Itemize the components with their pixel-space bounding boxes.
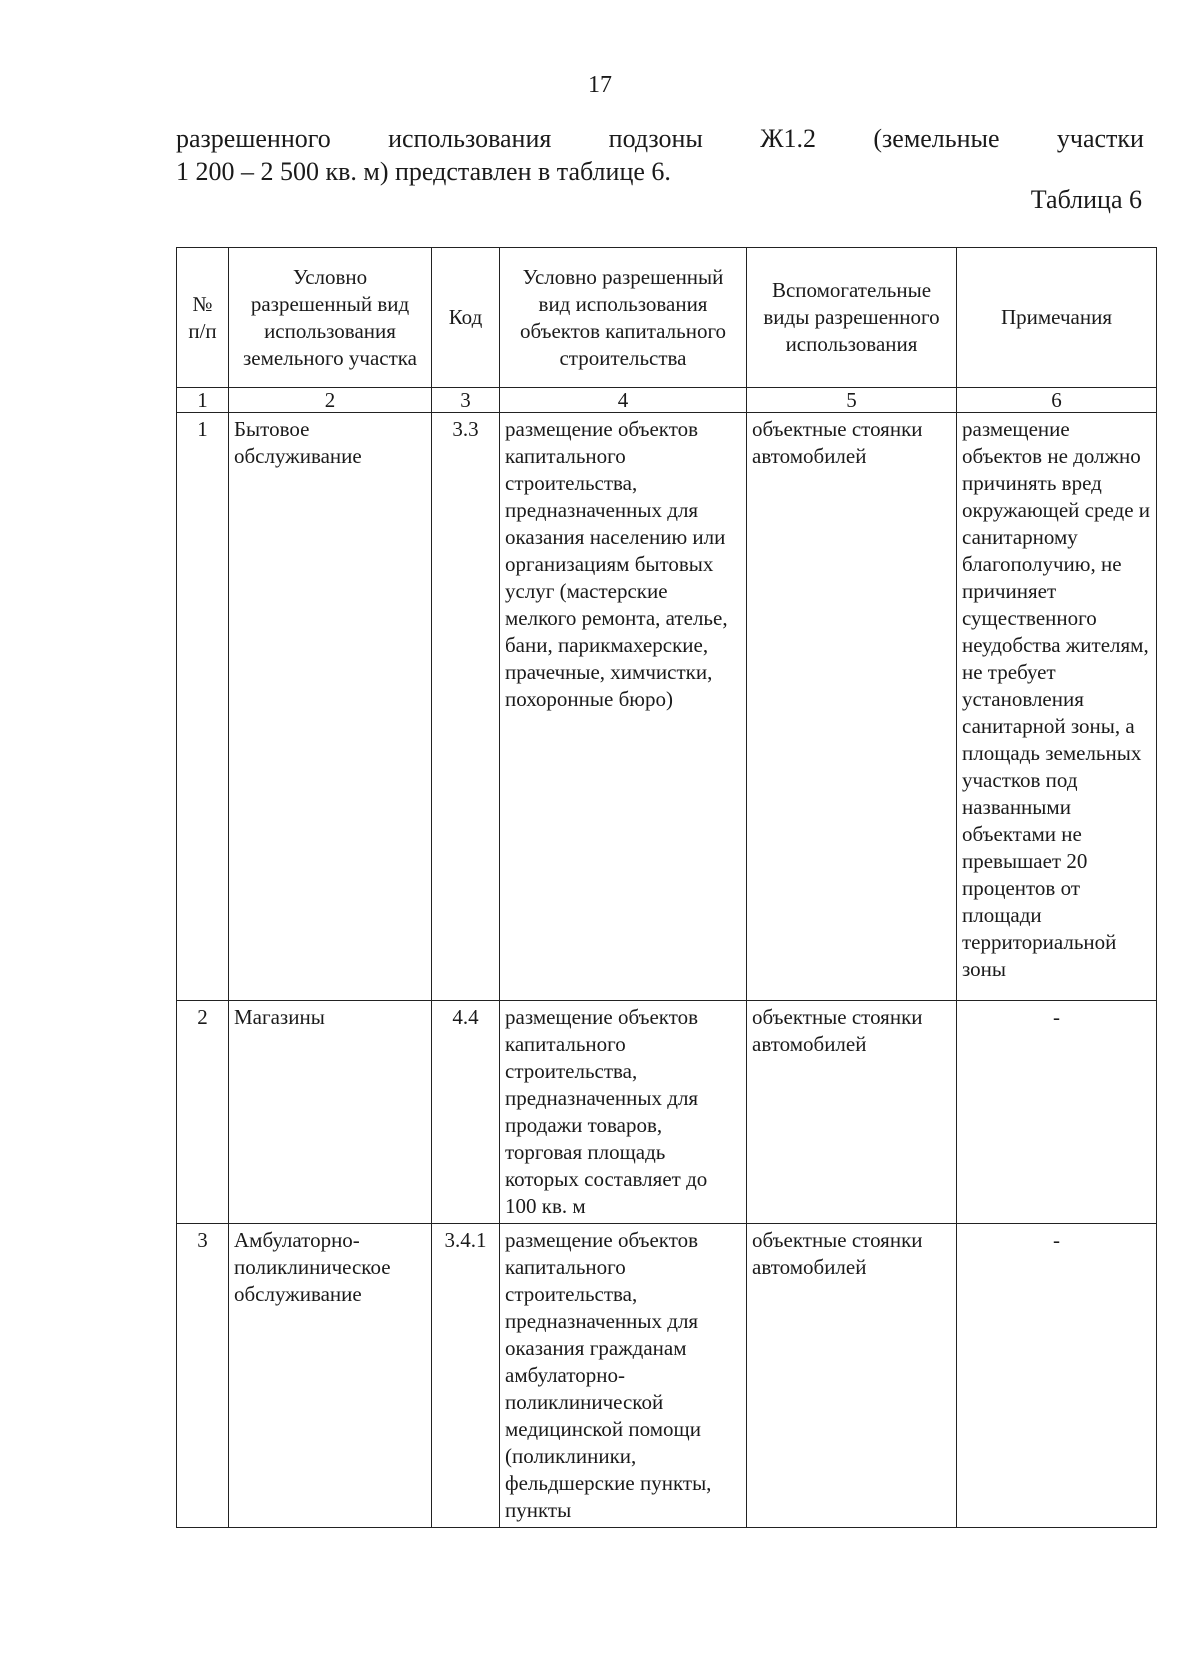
land-use-table [176, 247, 1157, 1528]
header-auxiliary: Вспомогательные виды разрешенного использования [747, 248, 957, 388]
row-num: 3 [177, 1224, 229, 1528]
row-auxiliary: объектные стоянки автомобилей [747, 1224, 957, 1528]
table-row [177, 1224, 1157, 1528]
row-land-use: Амбулаторно-поликлиническое обслуживание [229, 1224, 432, 1528]
column-number: 5 [747, 388, 957, 413]
column-number-row [177, 388, 1157, 413]
intro-paragraph [176, 122, 1144, 188]
table-header-row [177, 248, 1157, 388]
row-notes: - [957, 1001, 1157, 1224]
table-caption: Таблица 6 [1030, 185, 1142, 214]
column-number: 6 [957, 388, 1157, 413]
column-number: 2 [229, 388, 432, 413]
table-row [177, 413, 1157, 1001]
column-number: 3 [432, 388, 500, 413]
row-num: 1 [177, 413, 229, 1001]
intro-word: подзоны [608, 124, 703, 153]
intro-word: разрешенного [176, 124, 331, 153]
row-notes: - [957, 1224, 1157, 1528]
column-number: 4 [500, 388, 747, 413]
row-land-use: Бытовое обслуживание [229, 413, 432, 1001]
header-num: № п/п [177, 248, 229, 388]
row-construction-use: размещение объектов капитального строительства, предназначенных для оказания населению или организациям бытовых услуг (мастерские мелкого ремонта, ателье, бани, парикмахерские, прачечные, химчистки, похоронные бюро) [500, 413, 747, 1001]
intro-word: (земельные [873, 124, 1000, 153]
column-number: 1 [177, 388, 229, 413]
header-notes: Примечания [957, 248, 1157, 388]
intro-line-1 [176, 122, 1144, 155]
header-code: Код [432, 248, 500, 388]
header-construction-use: Условно разрешенный вид использования объектов капитального строительства [500, 248, 747, 388]
row-construction-use: размещение объектов капитального строительства, предназначенных для продажи товаров, торговая площадь которых составляет до 100 кв. м [500, 1001, 747, 1224]
row-code: 4.4 [432, 1001, 500, 1224]
intro-word: использования [388, 124, 552, 153]
table-row [177, 1001, 1157, 1224]
row-code: 3.4.1 [432, 1224, 500, 1528]
row-construction-use: размещение объектов капитального строительства, предназначенных для оказания гражданам амбулаторно-поликлинической медицинской помощи (поликлиники, фельдшерские пункты, пункты [500, 1224, 747, 1528]
intro-word: Ж1.2 [760, 124, 817, 153]
row-num: 2 [177, 1001, 229, 1224]
intro-line-2: 1 200 – 2 500 кв. м) представлен в таблице 6. [176, 157, 671, 186]
header-land-use: Условно разрешенный вид использования земельного участка [229, 248, 432, 388]
row-auxiliary: объектные стоянки автомобилей [747, 1001, 957, 1224]
page-number: 17 [588, 72, 612, 98]
intro-word: участки [1056, 124, 1144, 153]
row-code: 3.3 [432, 413, 500, 1001]
row-auxiliary: объектные стоянки автомобилей [747, 413, 957, 1001]
row-notes: размещение объектов не должно причинять вред окружающей среде и санитарному благополучию, не причиняет существенного неудобства жителям, не требует установления санитарной зоны, а площадь земельных участков под названными объектами не превышает 20 процентов от площади территориальной зоны [957, 413, 1157, 1001]
row-land-use: Магазины [229, 1001, 432, 1224]
